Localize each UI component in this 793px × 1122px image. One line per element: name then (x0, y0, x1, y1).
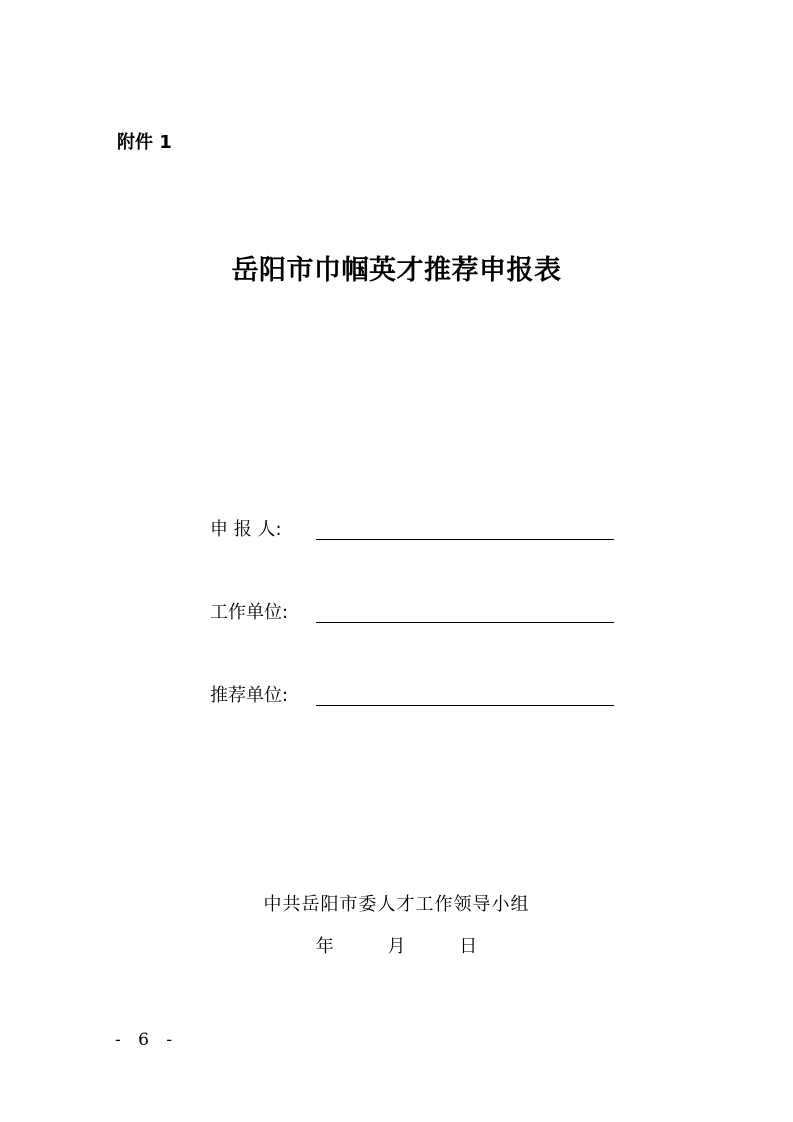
field-recommender-blank[interactable] (316, 705, 614, 706)
field-recommender-label: 推荐单位: (210, 685, 289, 706)
field-workplace (210, 595, 614, 625)
field-workplace-blank[interactable] (316, 622, 614, 623)
attachment-label: 附件 1 (117, 132, 172, 153)
field-applicant-blank[interactable] (316, 539, 614, 540)
field-workplace-label: 工作单位: (210, 602, 289, 623)
field-applicant (210, 512, 614, 542)
field-recommender (210, 678, 614, 708)
form-title: 岳阳市巾帼英才推荐申报表 (231, 255, 562, 286)
page-number: - 6 - (115, 1030, 179, 1050)
date-line: 年 月 日 (315, 936, 502, 957)
field-applicant-label: 申 报 人: (210, 519, 282, 540)
issuing-organization: 中共岳阳市委人才工作领导小组 (263, 894, 530, 915)
